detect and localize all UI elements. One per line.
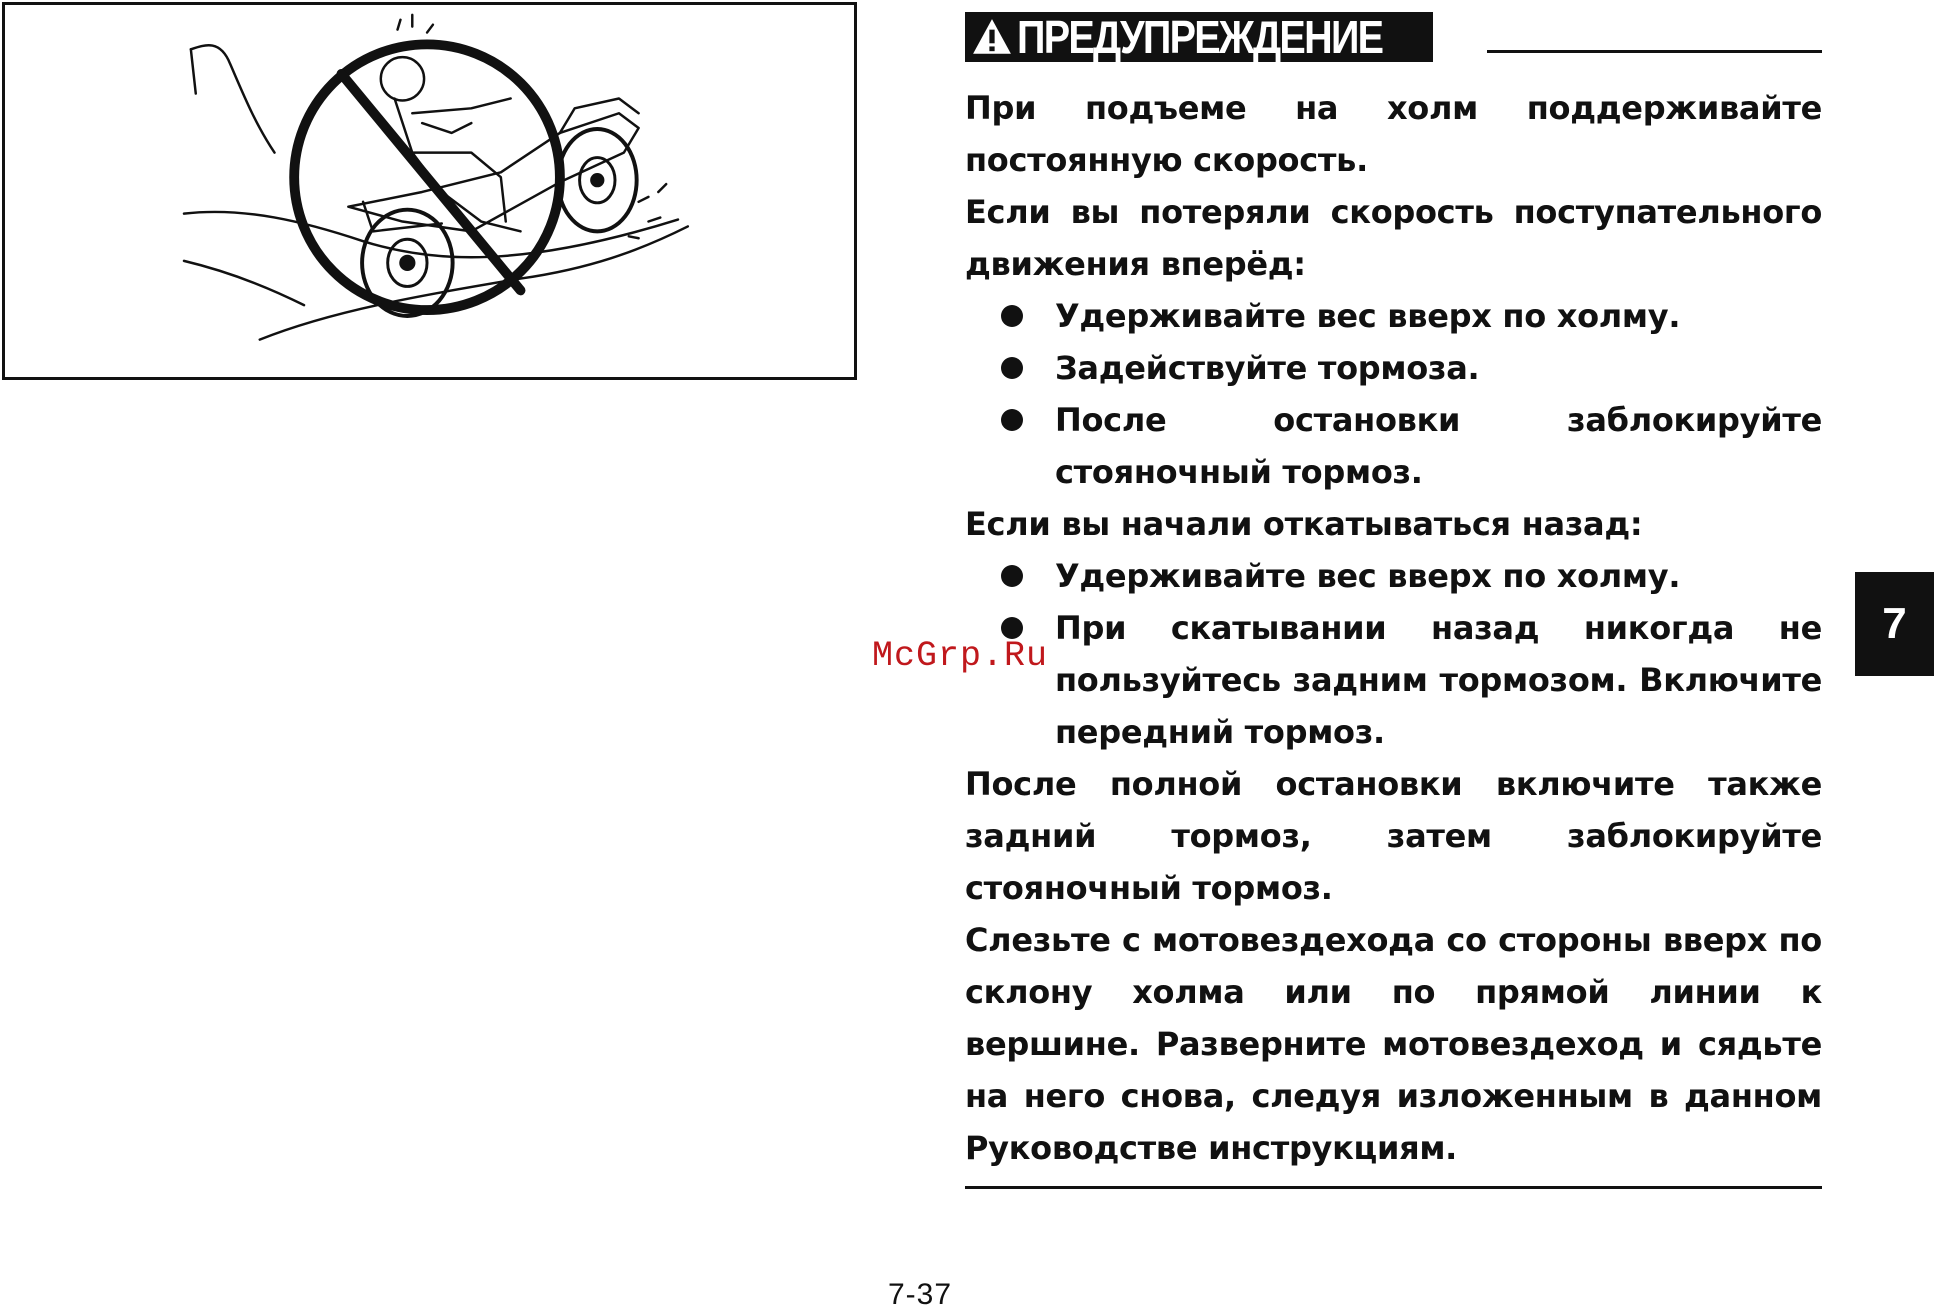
bullet-icon — [1001, 565, 1023, 587]
paragraph-dismount: Слезьте с мотовездехода со стороны вверх по склону холма или по прямой линии к вершине. Разверните мотовездеход и сядьте на него снова, следуя изложенным в данном Руководстве инструкциям. — [965, 921, 1822, 1167]
rider-helmet — [381, 57, 424, 100]
list-item: После остановки заблокируйте стояночный тормоз. — [965, 394, 1822, 498]
watermark: McGrp.Ru — [872, 636, 1049, 676]
warning-end-rule — [965, 1186, 1822, 1189]
warning-triangle-icon — [971, 16, 1013, 58]
list-lost-speed — [965, 290, 1822, 498]
paragraph-full-stop: После полной остановки включите также задний тормоз, затем заблокируйте стояночный тормоз. — [965, 765, 1822, 907]
list-item: Удерживайте вес вверх по холму. — [965, 550, 1822, 602]
warning-header-rule — [1487, 50, 1822, 53]
bullet-icon — [1001, 357, 1023, 379]
warning-label: ПРЕДУПРЕЖДЕНИЕ — [1017, 11, 1383, 63]
chapter-tab: 7 — [1855, 572, 1934, 676]
illustration-frame — [2, 2, 857, 380]
list-item: Задействуйте тормоза. — [965, 342, 1822, 394]
paragraph-constant-speed: При подъеме на холм поддерживайте постоянную скорость. — [965, 89, 1822, 179]
slope-line — [260, 226, 688, 339]
bullet-icon — [1001, 305, 1023, 327]
hill-peak-line — [191, 45, 275, 152]
paragraph-lost-speed: Если вы потеряли скорость поступательного движения вперёд: — [965, 193, 1822, 283]
list-item: Удерживайте вес вверх по холму. — [965, 290, 1822, 342]
page-number: 7-37 — [887, 1278, 953, 1311]
warning-body — [965, 82, 1822, 1174]
paragraph-rolling-back: Если вы начали откатываться назад: — [965, 505, 1643, 543]
list-item: При скатывании назад никогда не пользуйтесь задним тормозом. Включите передний тормоз. — [965, 602, 1822, 758]
prohibition-slash — [341, 74, 520, 291]
ground-line — [184, 261, 304, 305]
bullet-icon — [1001, 409, 1023, 431]
warning-badge — [965, 12, 1433, 62]
list-rolling-back — [965, 550, 1822, 758]
atv-hill-illustration — [5, 5, 854, 377]
warning-header — [965, 12, 1822, 62]
